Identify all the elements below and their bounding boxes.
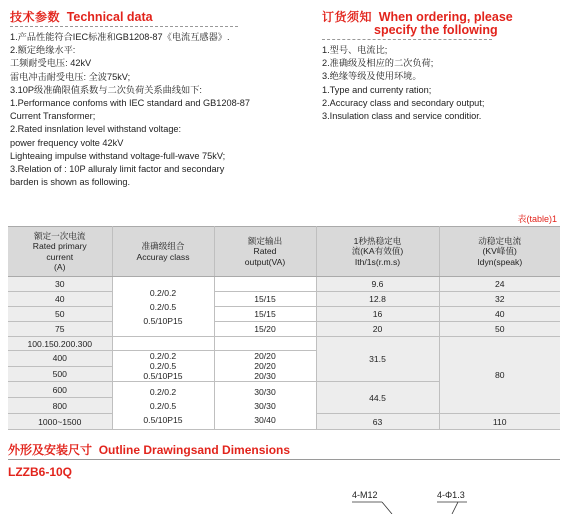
cell-dynamic: 40 — [439, 307, 560, 322]
header-text: output(VA) — [244, 256, 286, 267]
cell-accuracy: 0.5/10P15 — [143, 371, 183, 381]
header-text: 1秒热稳定电 — [353, 235, 402, 246]
cell-dynamic: 24 — [439, 277, 560, 292]
cell-output: 30/30 — [254, 400, 276, 411]
cell-primary: 100.150.200.300 — [8, 337, 112, 351]
technical-line: power frequency volte 42kV — [10, 137, 124, 148]
cell-output: 30/30 — [254, 386, 276, 397]
cell-thermal: 20 — [316, 322, 439, 337]
cell-output: 15/15 — [214, 307, 316, 322]
cell-primary: 50 — [8, 307, 112, 322]
ordering-line: 3.Insulation class and service conditior. — [322, 110, 482, 121]
cell-accuracy: 0.2/0.2 — [149, 386, 177, 397]
outline-heading-cn: 外形及安装尺寸 — [8, 443, 93, 457]
technical-line: Lighteaing impulse withstand voltage-full-wave 75kV; — [10, 150, 226, 161]
technical-heading-en: Technical data — [66, 10, 153, 24]
header-text: (A) — [54, 262, 66, 272]
header-text: Ith/1s(r.m.s) — [354, 256, 401, 267]
cell-primary: 75 — [8, 322, 112, 337]
cell-primary: 40 — [8, 292, 112, 307]
header-text: Idyn(speak) — [477, 256, 523, 267]
technical-line: 2.Rated insnlation level withstand voltage: — [10, 124, 182, 135]
header-text: Rated primary — [32, 241, 87, 251]
technical-line: 1.Performance confoms with IEC standard and GB1208-87 — [10, 97, 251, 108]
ordering-line: 1.Type and currenty ration; — [322, 84, 432, 95]
cell-primary: 400 — [8, 351, 112, 367]
cell-primary: 500 — [8, 366, 112, 382]
cell-thermal: 9.6 — [316, 277, 439, 292]
cell-thermal: 12.8 — [316, 292, 439, 307]
cell-thermal: 31.5 — [316, 337, 439, 382]
technical-line: 3.10P级准确限值系数与二次负荷关系曲线如下: — [10, 84, 202, 95]
technical-heading-cn: 技术参数 — [10, 10, 61, 24]
technical-line: 2.额定绝缘水平: — [10, 45, 76, 56]
header-text: 准确级组合 — [141, 241, 185, 251]
ordering-heading-cn: 订货须知 — [322, 10, 373, 24]
header-text: Accuray class — [136, 251, 190, 262]
cell-thermal: 16 — [316, 307, 439, 322]
technical-line: 1.产品性能符合IEC标准和GB1208-87《电流互感器》. — [10, 32, 230, 42]
header-text: 额定输出 — [247, 235, 283, 246]
cell-dynamic: 110 — [439, 414, 560, 430]
ordering-heading-en-1: When ordering, please — [378, 10, 513, 24]
cell-dynamic: 80 — [439, 337, 560, 414]
cell-accuracy: 0.5/10P15 — [143, 315, 183, 326]
cell-accuracy: 0.2/0.2 — [149, 287, 177, 298]
header-text: 额定一次电流 — [33, 230, 86, 241]
dim-label-hole: 4-Φ1.3 — [437, 490, 465, 500]
ordering-line: 1.型号、电流比; — [322, 45, 388, 55]
cell-primary: 1000~1500 — [8, 414, 112, 430]
model-name: LZZB6-10Q — [8, 465, 73, 479]
cell-output: 20/20 — [254, 361, 276, 371]
technical-line: 雷电冲击耐受电压: 全波75kV; — [10, 71, 131, 82]
ordering-line: 2.准确级及相应的二次负荷; — [322, 58, 434, 69]
cell-primary: 800 — [8, 398, 112, 414]
cell-output: 20/20 — [254, 351, 276, 361]
cell-output: 15/15 — [214, 292, 316, 307]
cell-primary: 600 — [8, 382, 112, 398]
header-text: 流(KA有效值) — [351, 246, 404, 257]
technical-line: barden is shown as following. — [10, 177, 131, 188]
cell-thermal: 63 — [316, 414, 439, 430]
ordering-line: 3.绝缘等级及使用环境。 — [322, 71, 422, 82]
cell-thermal: 44.5 — [316, 382, 439, 414]
technical-line: 3.Relation of : 10P alluraly limit factor and secondary — [10, 163, 225, 174]
cell-accuracy: 0.2/0.5 — [149, 301, 177, 312]
header-text: (KV峰值) — [482, 246, 517, 257]
cell-dynamic: 50 — [439, 322, 560, 337]
header-text: 动稳定电流 — [478, 235, 522, 246]
ordering-line: 2.Accuracy class and secondary output; — [322, 97, 485, 108]
cell-output: 15/20 — [214, 322, 316, 337]
cell-accuracy: 0.2/0.2 — [149, 351, 177, 361]
leader-line — [452, 502, 458, 514]
dim-label-m12: 4-M12 — [352, 490, 378, 500]
cell-primary: 30 — [8, 277, 112, 292]
cell-output: 30/40 — [254, 414, 276, 425]
cell-dynamic: 32 — [439, 292, 560, 307]
table-label: 表(table)1 — [517, 214, 557, 224]
outline-heading-en: Outline Drawingsand Dimensions — [98, 443, 291, 457]
leader-line — [382, 502, 392, 514]
cell-accuracy: 0.5/10P15 — [143, 414, 183, 425]
technical-line: Current Transformer; — [10, 111, 96, 122]
header-text: current — [46, 251, 74, 262]
technical-line: 工频耐受电压: 42kV — [10, 58, 92, 69]
ordering-heading-en-2: specify the following — [374, 23, 498, 37]
cell-output: 20/30 — [254, 371, 276, 381]
cell-accuracy: 0.2/0.5 — [149, 361, 177, 371]
header-text: Rated — [253, 246, 277, 257]
cell-accuracy: 0.2/0.5 — [149, 400, 177, 411]
